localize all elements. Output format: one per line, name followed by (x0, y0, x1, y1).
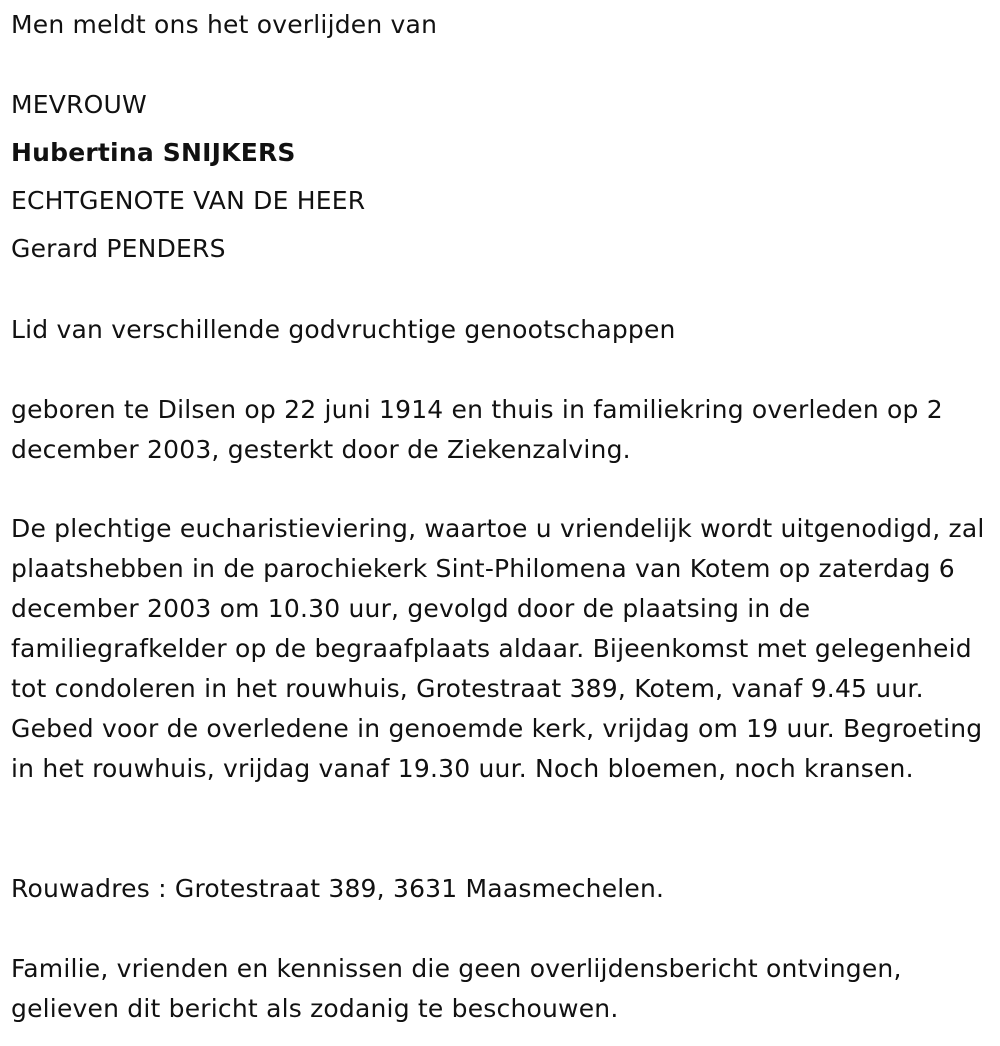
deceased-name: Hubertina SNIJKERS (11, 138, 296, 167)
membership-text: Lid van verschillende godvruchtige genootschappen (11, 315, 676, 344)
intro-text: Men meldt ons het overlijden van (11, 10, 438, 39)
spouse-name: Gerard PENDERS (11, 234, 226, 263)
spouse-label: ECHTGENOTE VAN DE HEER (11, 186, 366, 215)
ceremony-paragraph: De plechtige eucharistieviering, waartoe u vriendelijk wordt uitgenodigd, zal plaatshebben in de parochiekerk Sint-Philomena van Kotem op zaterdag 6 december 2003 om 10.30 uur, gevolgd door de plaatsing in de familiegrafkelder op de begraafplaats aldaar. Bijeenkomst met gelegenheid tot condoleren in het rouwhuis, Grotestraat 389, Kotem, vanaf 9.45 uur. Gebed voor de overledene in genoemde kerk, vrijdag om 19 uur. Begroeting in het rouwhuis, vrijdag vanaf 19.30 uur. Noch bloemen, noch kransen. (11, 514, 985, 783)
closing-paragraph: Familie, vrienden en kennissen die geen overlijdensbericht ontvingen, gelieven dit bericht als zodanig te beschouwen. (11, 954, 902, 1023)
mourning-address: Rouwadres : Grotestraat 389, 3631 Maasmechelen. (11, 874, 665, 903)
birth-death-paragraph: geboren te Dilsen op 22 juni 1914 en thuis in familiekring overleden op 2 december 2003, gesterkt door de Ziekenzalving. (11, 395, 943, 464)
salutation: MEVROUW (11, 90, 147, 119)
